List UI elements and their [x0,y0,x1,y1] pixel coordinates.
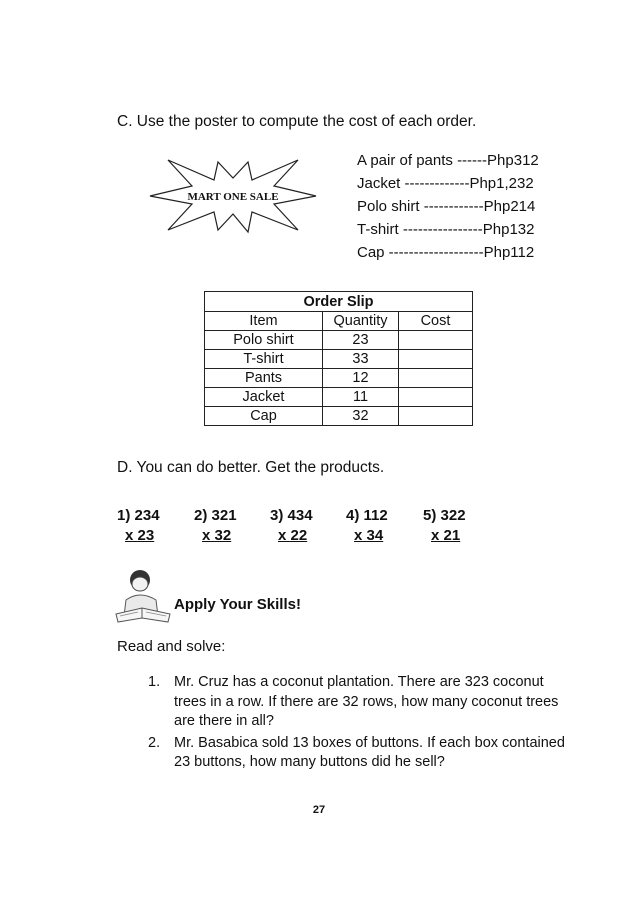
header-quantity: Quantity [323,312,399,331]
problem-top: 112 [363,507,388,524]
table-row [205,331,473,350]
item-text: Mr. Cruz has a coconut plantation. There are 323 coconut trees in a row. If there are 32 rows, how many coconut trees are there in all? [174,674,559,729]
table-row [205,388,473,407]
quantity-cell: 33 [323,350,399,369]
list-item [148,734,568,773]
problem-top: 434 [287,507,313,524]
item-cell: T-shirt [205,350,323,369]
problem-bottom: x 22 [278,527,308,544]
read-solve-heading: Read and solve: [117,638,226,655]
price-list [357,149,539,264]
item-text: Mr. Basabica sold 13 boxes of buttons. If each box contained 23 buttons, how many buttons did he sell? [174,734,565,770]
problem-4 [346,506,388,546]
problem-top: 322 [440,507,466,524]
item-cell: Pants [205,369,323,388]
list-item [148,673,568,732]
item-cell: Jacket [205,388,323,407]
header-item: Item [205,312,323,331]
item-cell: Cap [205,407,323,426]
cost-cell[interactable] [399,350,473,369]
table-row [205,407,473,426]
apply-skills-heading: Apply Your Skills! [174,596,301,613]
problem-label: 2) [194,507,208,524]
poster-label: MART ONE SALE [187,191,279,203]
problem-bottom: x 32 [202,527,232,544]
mart-one-sale-poster [148,156,318,236]
problem-label: 4) [346,507,360,524]
quantity-cell: 11 [323,388,399,407]
child-reading-icon [112,566,174,628]
problem-5 [423,506,466,546]
problem-1 [117,506,160,546]
item-number: 1. [148,674,161,690]
table-row [205,369,473,388]
price-polo-shirt: Polo shirt ------------Php214 [357,198,536,215]
price-pants: A pair of pants ------Php312 [357,152,539,169]
header-cost: Cost [399,312,473,331]
section-c-heading: C. Use the poster to compute the cost of each order. [117,113,477,130]
price-t-shirt: T-shirt ----------------Php132 [357,221,535,238]
price-jacket: Jacket -------------Php1,232 [357,175,534,192]
problem-3 [270,506,313,546]
item-cell: Polo shirt [205,331,323,350]
problem-top: 321 [211,507,237,524]
item-number: 2. [148,734,161,751]
problem-label: 5) [423,507,437,524]
problem-label: 3) [270,507,284,524]
quantity-cell: 23 [323,331,399,350]
problem-bottom: x 21 [431,527,461,544]
cost-cell[interactable] [399,407,473,426]
page-number: 27 [312,804,326,816]
price-cap: Cap -------------------Php112 [357,244,535,261]
cost-cell[interactable] [399,331,473,350]
table-row [205,350,473,369]
order-slip-title: Order Slip [205,292,473,312]
order-slip-table [204,291,473,426]
problem-bottom: x 23 [125,527,155,544]
problem-bottom: x 34 [354,527,384,544]
cost-cell[interactable] [399,388,473,407]
problem-label: 1) [117,507,131,524]
problem-2 [194,506,237,546]
quantity-cell: 32 [323,407,399,426]
cost-cell[interactable] [399,369,473,388]
word-problems-list [148,673,568,775]
quantity-cell: 12 [323,369,399,388]
problem-top: 234 [134,507,160,524]
section-d-heading: D. You can do better. Get the products. [117,459,385,476]
